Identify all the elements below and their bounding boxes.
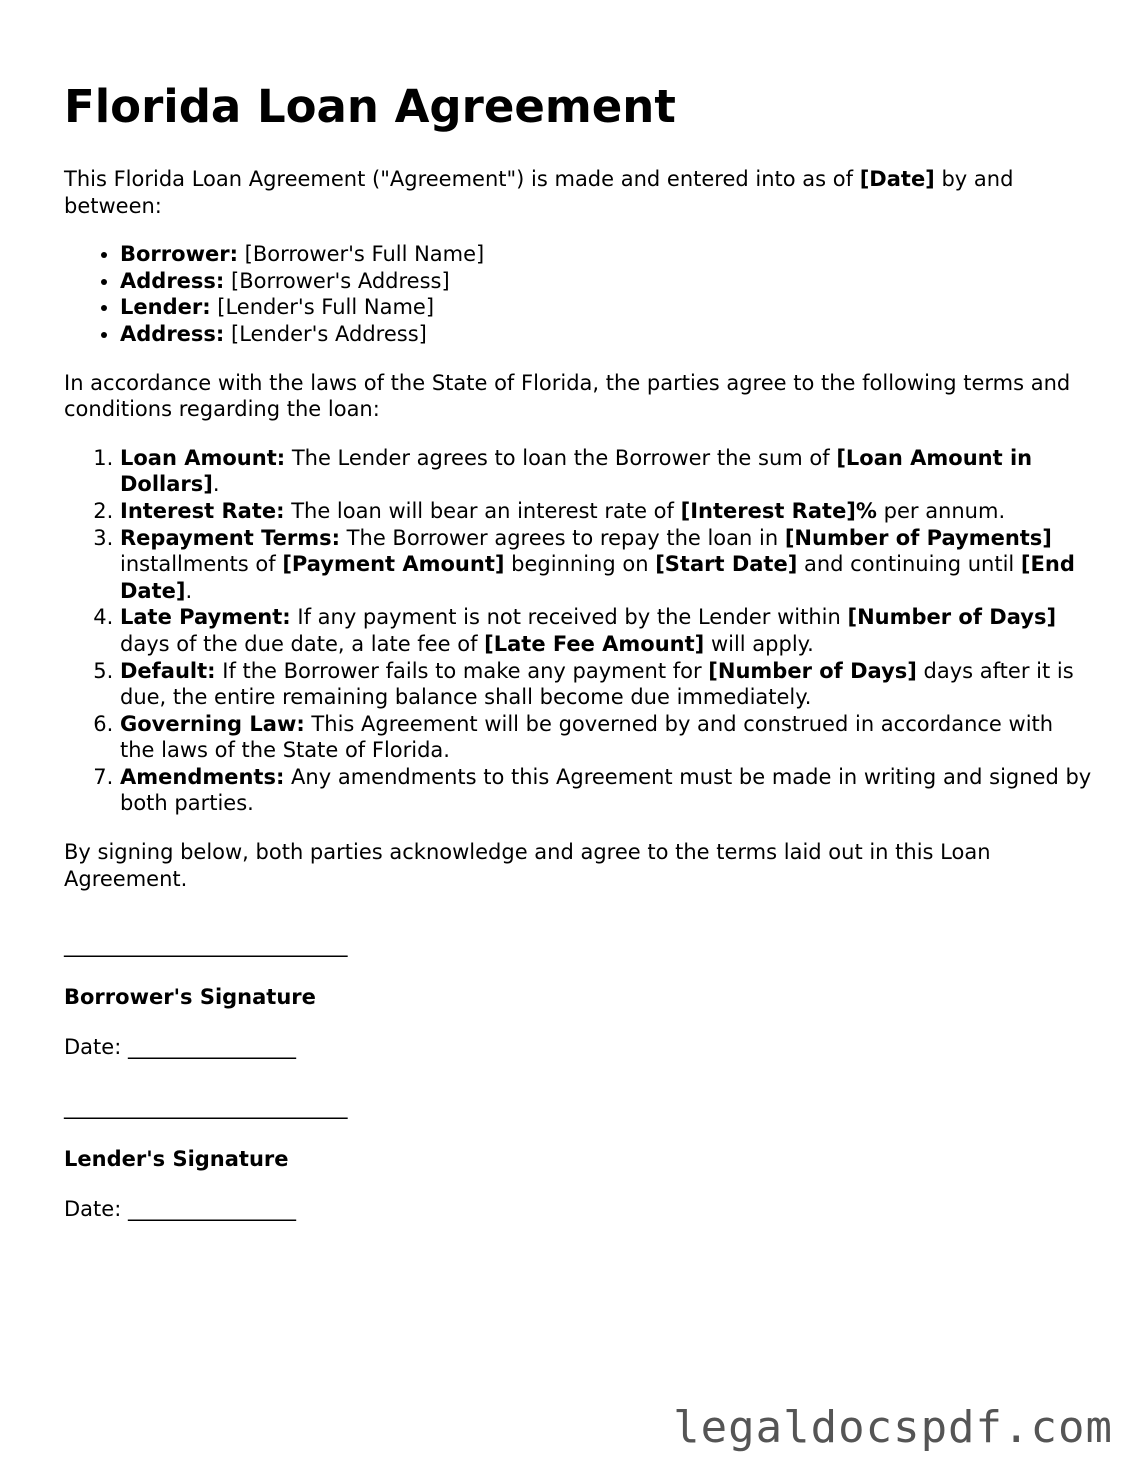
accordance-paragraph: In accordance with the laws of the State of Florida, the parties agree to the following terms and conditions regarding the loan:	[64, 370, 1071, 422]
party-label: Address:	[120, 268, 225, 293]
term-label: Interest Rate:	[120, 498, 285, 523]
term-text: The Borrower agrees to repay the loan in	[340, 525, 785, 550]
borrower-date	[64, 1034, 1094, 1060]
party-value: [Lender's Address]	[224, 321, 427, 346]
term-label: Amendments:	[120, 764, 285, 789]
parties-list	[64, 241, 1094, 347]
document	[64, 78, 1094, 1222]
term-placeholder: [Number of Days]	[708, 658, 917, 683]
term-governing-law	[120, 711, 1094, 764]
term-text: days of the due date, a late fee of	[120, 631, 485, 656]
term-interest-rate	[120, 498, 1094, 525]
signature-line: ___________________________	[64, 933, 348, 958]
intro-date-placeholder: [Date]	[859, 167, 935, 191]
term-text: If any payment is not received by the Lender within	[290, 605, 848, 630]
date-label: Date:	[64, 1035, 128, 1060]
term-text: This Agreement will be governed by and construed in accordance with the laws of the State of Florida.	[120, 711, 1054, 763]
signature-line: ___________________________	[64, 1095, 348, 1120]
intro-suffix: by and between:	[64, 167, 1014, 218]
lender-signature-block	[64, 1094, 1094, 1222]
term-text: .	[185, 578, 193, 603]
document-title: Florida Loan Agreement	[64, 80, 676, 133]
term-placeholder: [Number of Payments]	[784, 525, 1052, 550]
term-text: installments of	[120, 552, 283, 577]
list-item	[120, 321, 1094, 348]
date-line: ________________	[127, 1197, 296, 1222]
term-placeholder: [Number of Days]	[847, 605, 1057, 630]
term-text: The Lender agrees to loan the Borrower the sum of	[285, 445, 837, 470]
party-value: [Borrower's Full Name]	[237, 242, 485, 267]
term-label: Late Payment:	[120, 605, 291, 630]
term-text: The loan will bear an interest rate of	[284, 498, 681, 523]
term-text: days after it is due, the entire remaining balance shall become due immediately.	[120, 658, 1074, 710]
term-text: will apply.	[704, 631, 814, 656]
term-label: Governing Law:	[120, 711, 305, 736]
party-label: Lender:	[120, 295, 211, 320]
term-placeholder: [End Date]	[120, 552, 1075, 603]
party-value: [Borrower's Address]	[224, 268, 450, 293]
party-label: Borrower:	[120, 242, 238, 267]
party-value: [Lender's Full Name]	[210, 295, 435, 320]
term-label: Default:	[120, 658, 216, 683]
term-text: Any amendments to this Agreement must be made in writing and signed by both parties.	[120, 764, 1092, 816]
lender-signature-label: Lender's Signature	[64, 1147, 289, 1172]
term-text: per annum.	[876, 498, 1006, 523]
term-loan-amount	[120, 445, 1094, 498]
term-placeholder: [Payment Amount]	[282, 552, 505, 577]
term-placeholder: [Late Fee Amount]	[484, 631, 705, 656]
date-label: Date:	[64, 1197, 128, 1222]
term-default	[120, 658, 1094, 711]
intro-paragraph	[64, 166, 1094, 219]
term-amendments	[120, 764, 1094, 817]
closing-paragraph: By signing below, both parties acknowledge and agree to the terms laid out in this Loan Agreement.	[64, 840, 991, 891]
borrower-signature-label: Borrower's Signature	[64, 985, 316, 1010]
term-text: If the Borrower fails to make any payment for	[215, 658, 709, 683]
term-text: .	[212, 472, 220, 497]
lender-date	[64, 1196, 1094, 1222]
intro-prefix: This Florida Loan Agreement ("Agreement") is made and entered into as of	[64, 167, 860, 191]
term-placeholder: [Interest Rate]%	[680, 498, 877, 523]
term-placeholder: [Loan Amount in Dollars]	[120, 445, 1033, 497]
watermark-text: legaldocspdf.com	[673, 1402, 1113, 1453]
date-line: ________________	[127, 1035, 296, 1060]
term-text: and continuing until	[797, 552, 1021, 577]
term-placeholder: [Start Date]	[655, 552, 798, 577]
term-late-payment	[120, 604, 1094, 657]
terms-list	[64, 445, 1094, 817]
party-label: Address:	[120, 321, 225, 346]
term-label: Loan Amount:	[120, 445, 286, 470]
list-item	[120, 294, 1094, 321]
borrower-signature-block	[64, 932, 1094, 1060]
term-text: beginning on	[504, 552, 656, 577]
term-repayment	[120, 525, 1094, 605]
list-item	[120, 241, 1094, 268]
term-label: Repayment Terms:	[120, 525, 340, 550]
list-item	[120, 268, 1094, 295]
